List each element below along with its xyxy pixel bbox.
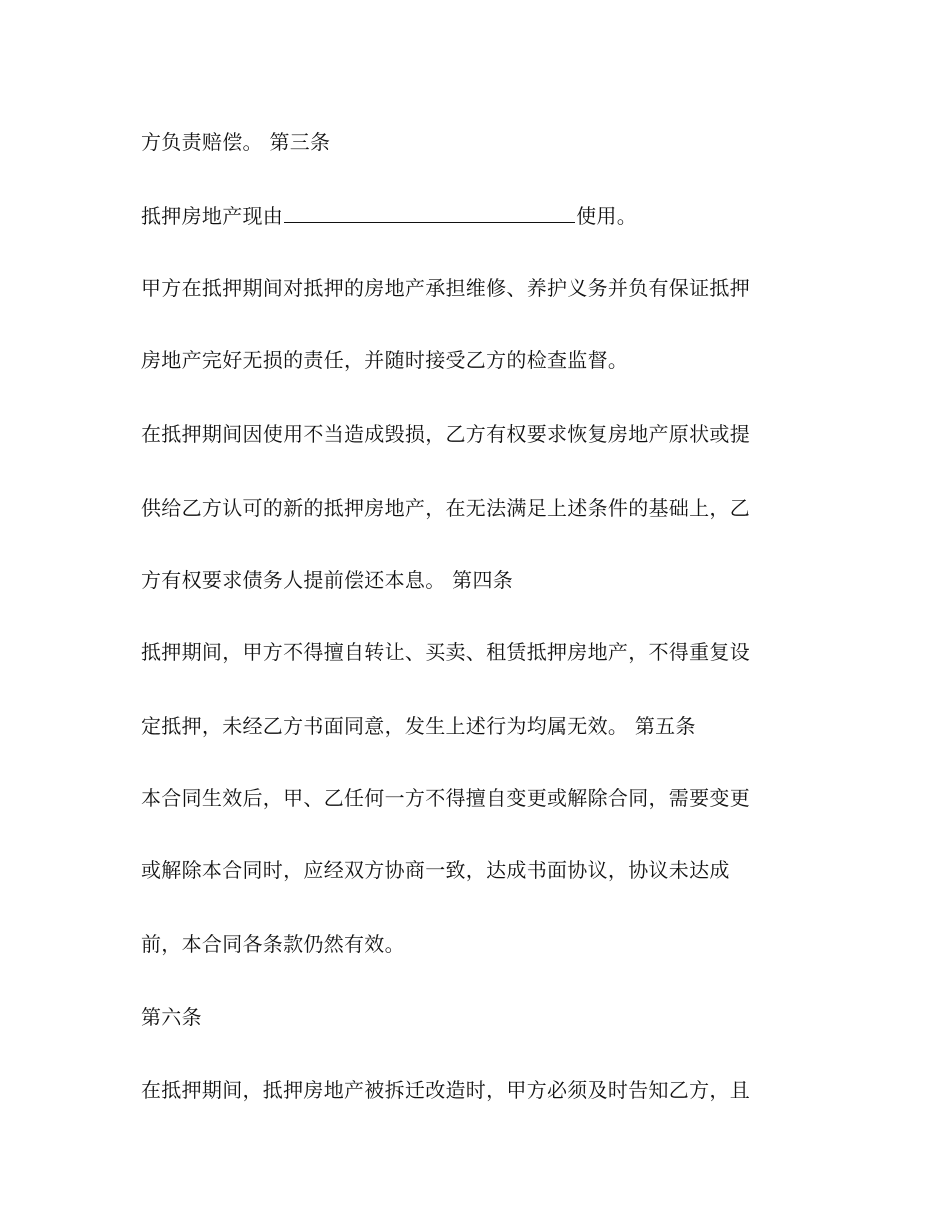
text-line: 定抵押，未经乙方书面同意，发生上述行为均属无效。 第五条 — [141, 714, 696, 738]
text-line: 方负责赔偿。 第三条 — [141, 130, 331, 154]
text-segment: 抵押房地产现由 — [141, 204, 284, 228]
text-segment: 使用。 — [576, 204, 638, 228]
text-line: 在抵押期间，抵押房地产被拆迁改造时，甲方必须及时告知乙方，且 — [141, 1078, 750, 1102]
text-line: 在抵押期间因使用不当造成毁损，乙方有权要求恢复房地产原状或提 — [141, 422, 750, 446]
text-line: 本合同生效后，甲、乙任何一方不得擅自变更或解除合同，需要变更 — [141, 786, 750, 810]
text-line: 方有权要求债务人提前偿还本息。 第四条 — [141, 568, 514, 592]
text-line: 或解除本合同时，应经双方协商一致，达成书面协议，协议未达成 — [141, 858, 730, 882]
text-line-with-blank — [141, 202, 637, 230]
text-line: 甲方在抵押期间对抵押的房地产承担维修、养护义务并负有保证抵押 — [141, 276, 750, 300]
text-line: 前，本合同各条款仍然有效。 — [141, 932, 405, 956]
section-heading: 第六条 — [141, 1005, 202, 1029]
fill-in-blank — [284, 202, 575, 223]
text-line: 房地产完好无损的责任，并随时接受乙方的检查监督。 — [141, 348, 629, 372]
text-line: 供给乙方认可的新的抵押房地产，在无法满足上述条件的基础上，乙 — [141, 496, 750, 520]
text-line: 抵押期间，甲方不得擅自转让、买卖、租赁抵押房地产，不得重复设 — [141, 640, 750, 664]
